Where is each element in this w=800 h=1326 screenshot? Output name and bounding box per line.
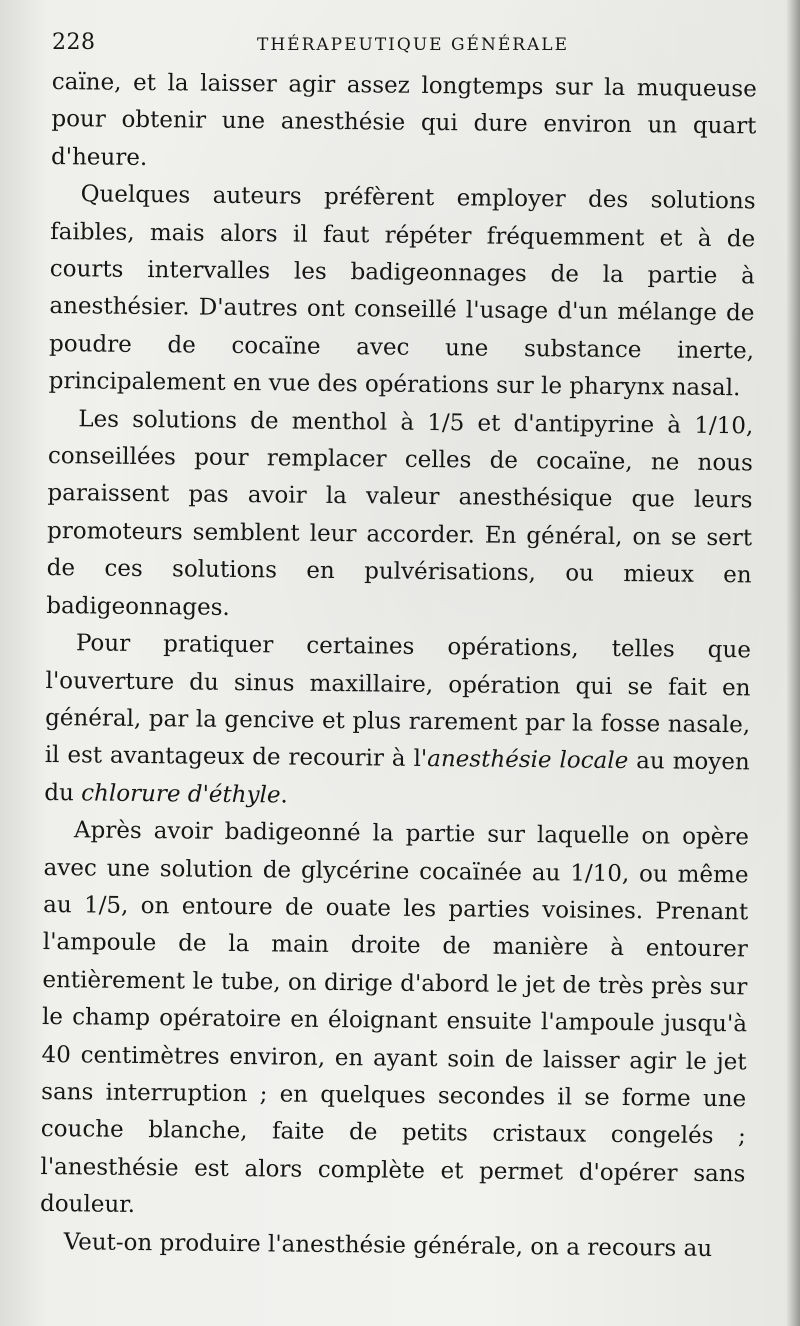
paragraph-sinus-maxillaire bbox=[44, 625, 751, 819]
paragraph-text: . bbox=[280, 782, 288, 809]
paragraph-solutions-faibles: Quelques auteurs préfèrent employer des solutions faibles, mais alors il faut répéter fréquemment et à de courts intervalles les badigeonnages de la partie à anesthésier. D'autres ont conseillé l'usage d'un mélange de poudre de cocaïne avec une substance inerte, principalement en vue des opérations sur le pharynx nasal. bbox=[48, 181, 756, 402]
running-title: THÉRAPEUTIQUE GÉNÉRALE bbox=[257, 35, 570, 55]
paragraph-text: au moyen du bbox=[44, 748, 750, 807]
paragraph-text: Pour pratiquer certaines opérations, telles que l'ouverture du sinus maxillaire, opération qui se fait en général, par la gencive et plus rarement par la fosse nasale, il est avantageux de recourir à l' bbox=[44, 630, 752, 773]
paragraph-anesthesie-generale: Veut-on produire l'anesthésie générale, on a recours au bbox=[63, 1228, 713, 1262]
italic-term-anesthesie-locale: anesthésie locale bbox=[427, 746, 629, 775]
paragraph-menthol: Les solutions de menthol à 1/5 et d'antipyrine à 1/10, conseillées pour remplacer celles de cocaïne, ne nous paraissent pas avoir la valeur anesthésique que leurs promoteurs semblent leur accorder. En général, on se sert de ces solutions en pulvérisations, ou mieux en badigeonnages. bbox=[46, 405, 754, 621]
paragraph-glycerine: Après avoir badigeonné la partie sur laquelle on opère avec une solution de glycérine cocaïnée au 1/10, ou même au 1/5, on entoure de ouate les parties voisines. Prenant l'ampoule de la main droite de manière à entourer entièrement le tube, on dirige d'abord le jet de très près sur le champ opératoire en éloignant ensuite l'ampoule jusqu'à 40 centimètres environ, en ayant soin de laisser agir le jet sans interruption ; en quelques secondes il se forme une couche blanche, faite de petits cristaux congelés ; l'anesthésie est alors complète et permet d'opérer sans douleur. bbox=[39, 817, 750, 1219]
page-edge-shadow bbox=[786, 0, 800, 1326]
page-header bbox=[52, 26, 762, 64]
body-text bbox=[39, 64, 756, 1268]
paragraph-continuation: caïne, et la laisser agir assez longtemps sur la muqueuse pour obtenir une anesthésie qui dure environ un quart d'heure. bbox=[50, 68, 757, 171]
italic-term-chlorure-ethyle: chlorure d'éthyle bbox=[81, 780, 281, 809]
page-number: 228 bbox=[52, 30, 96, 55]
